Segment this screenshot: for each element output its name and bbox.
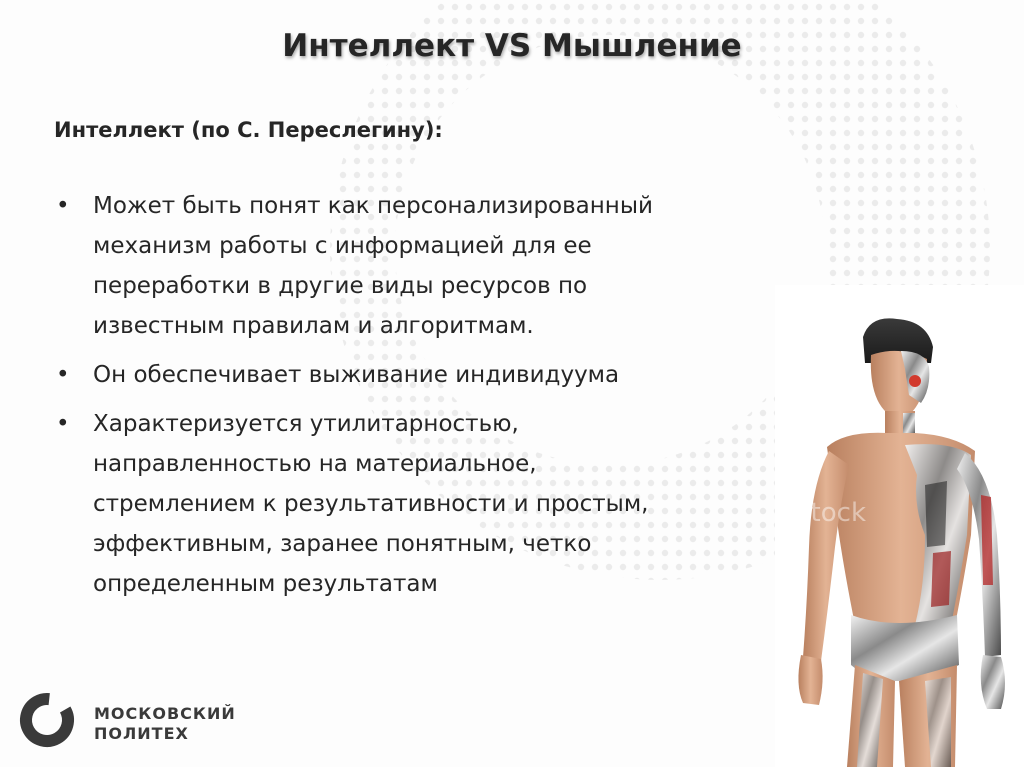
logo-line-1: МОСКОВСКИЙ — [94, 704, 236, 723]
bullet-line: стремлением к результативности и простым, — [93, 491, 649, 517]
bullet-line: определенным результатам — [93, 571, 438, 597]
bullet-item-1 — [54, 186, 774, 346]
bullet-marker: • — [56, 411, 70, 437]
bullet-marker: • — [56, 193, 70, 219]
logo-ring-icon — [18, 690, 76, 750]
image-watermark: stock — [797, 498, 866, 528]
bullet-line: эффективным, заранее понятным, четко — [93, 531, 592, 557]
bullet-item-2 — [54, 355, 774, 395]
cyborg-man-image — [775, 285, 1024, 767]
bullet-item-3 — [54, 404, 774, 604]
moscow-polytech-logo — [18, 690, 238, 752]
bullet-line: переработки в другие виды ресурсов по — [93, 273, 588, 299]
bullet-marker: • — [56, 362, 70, 388]
bullet-line: известным правилам и алгоритмам. — [93, 313, 534, 339]
bullet-line: механизм работы с информацией для ее — [93, 233, 592, 259]
slide-title: Интеллект VS Мышление — [282, 28, 742, 64]
bullet-list — [54, 186, 774, 613]
slide-subtitle: Интеллект (по С. Переслегину): — [54, 118, 443, 142]
logo-line-2: ПОЛИТЕХ — [94, 724, 189, 743]
bullet-line: Характеризуется утилитарностью, — [93, 411, 519, 437]
bullet-line: направленностью на материальное, — [93, 451, 537, 477]
bullet-line: Может быть понят как персонализированный — [93, 193, 653, 219]
bullet-line: Он обеспечивает выживание индивидуума — [93, 362, 620, 388]
